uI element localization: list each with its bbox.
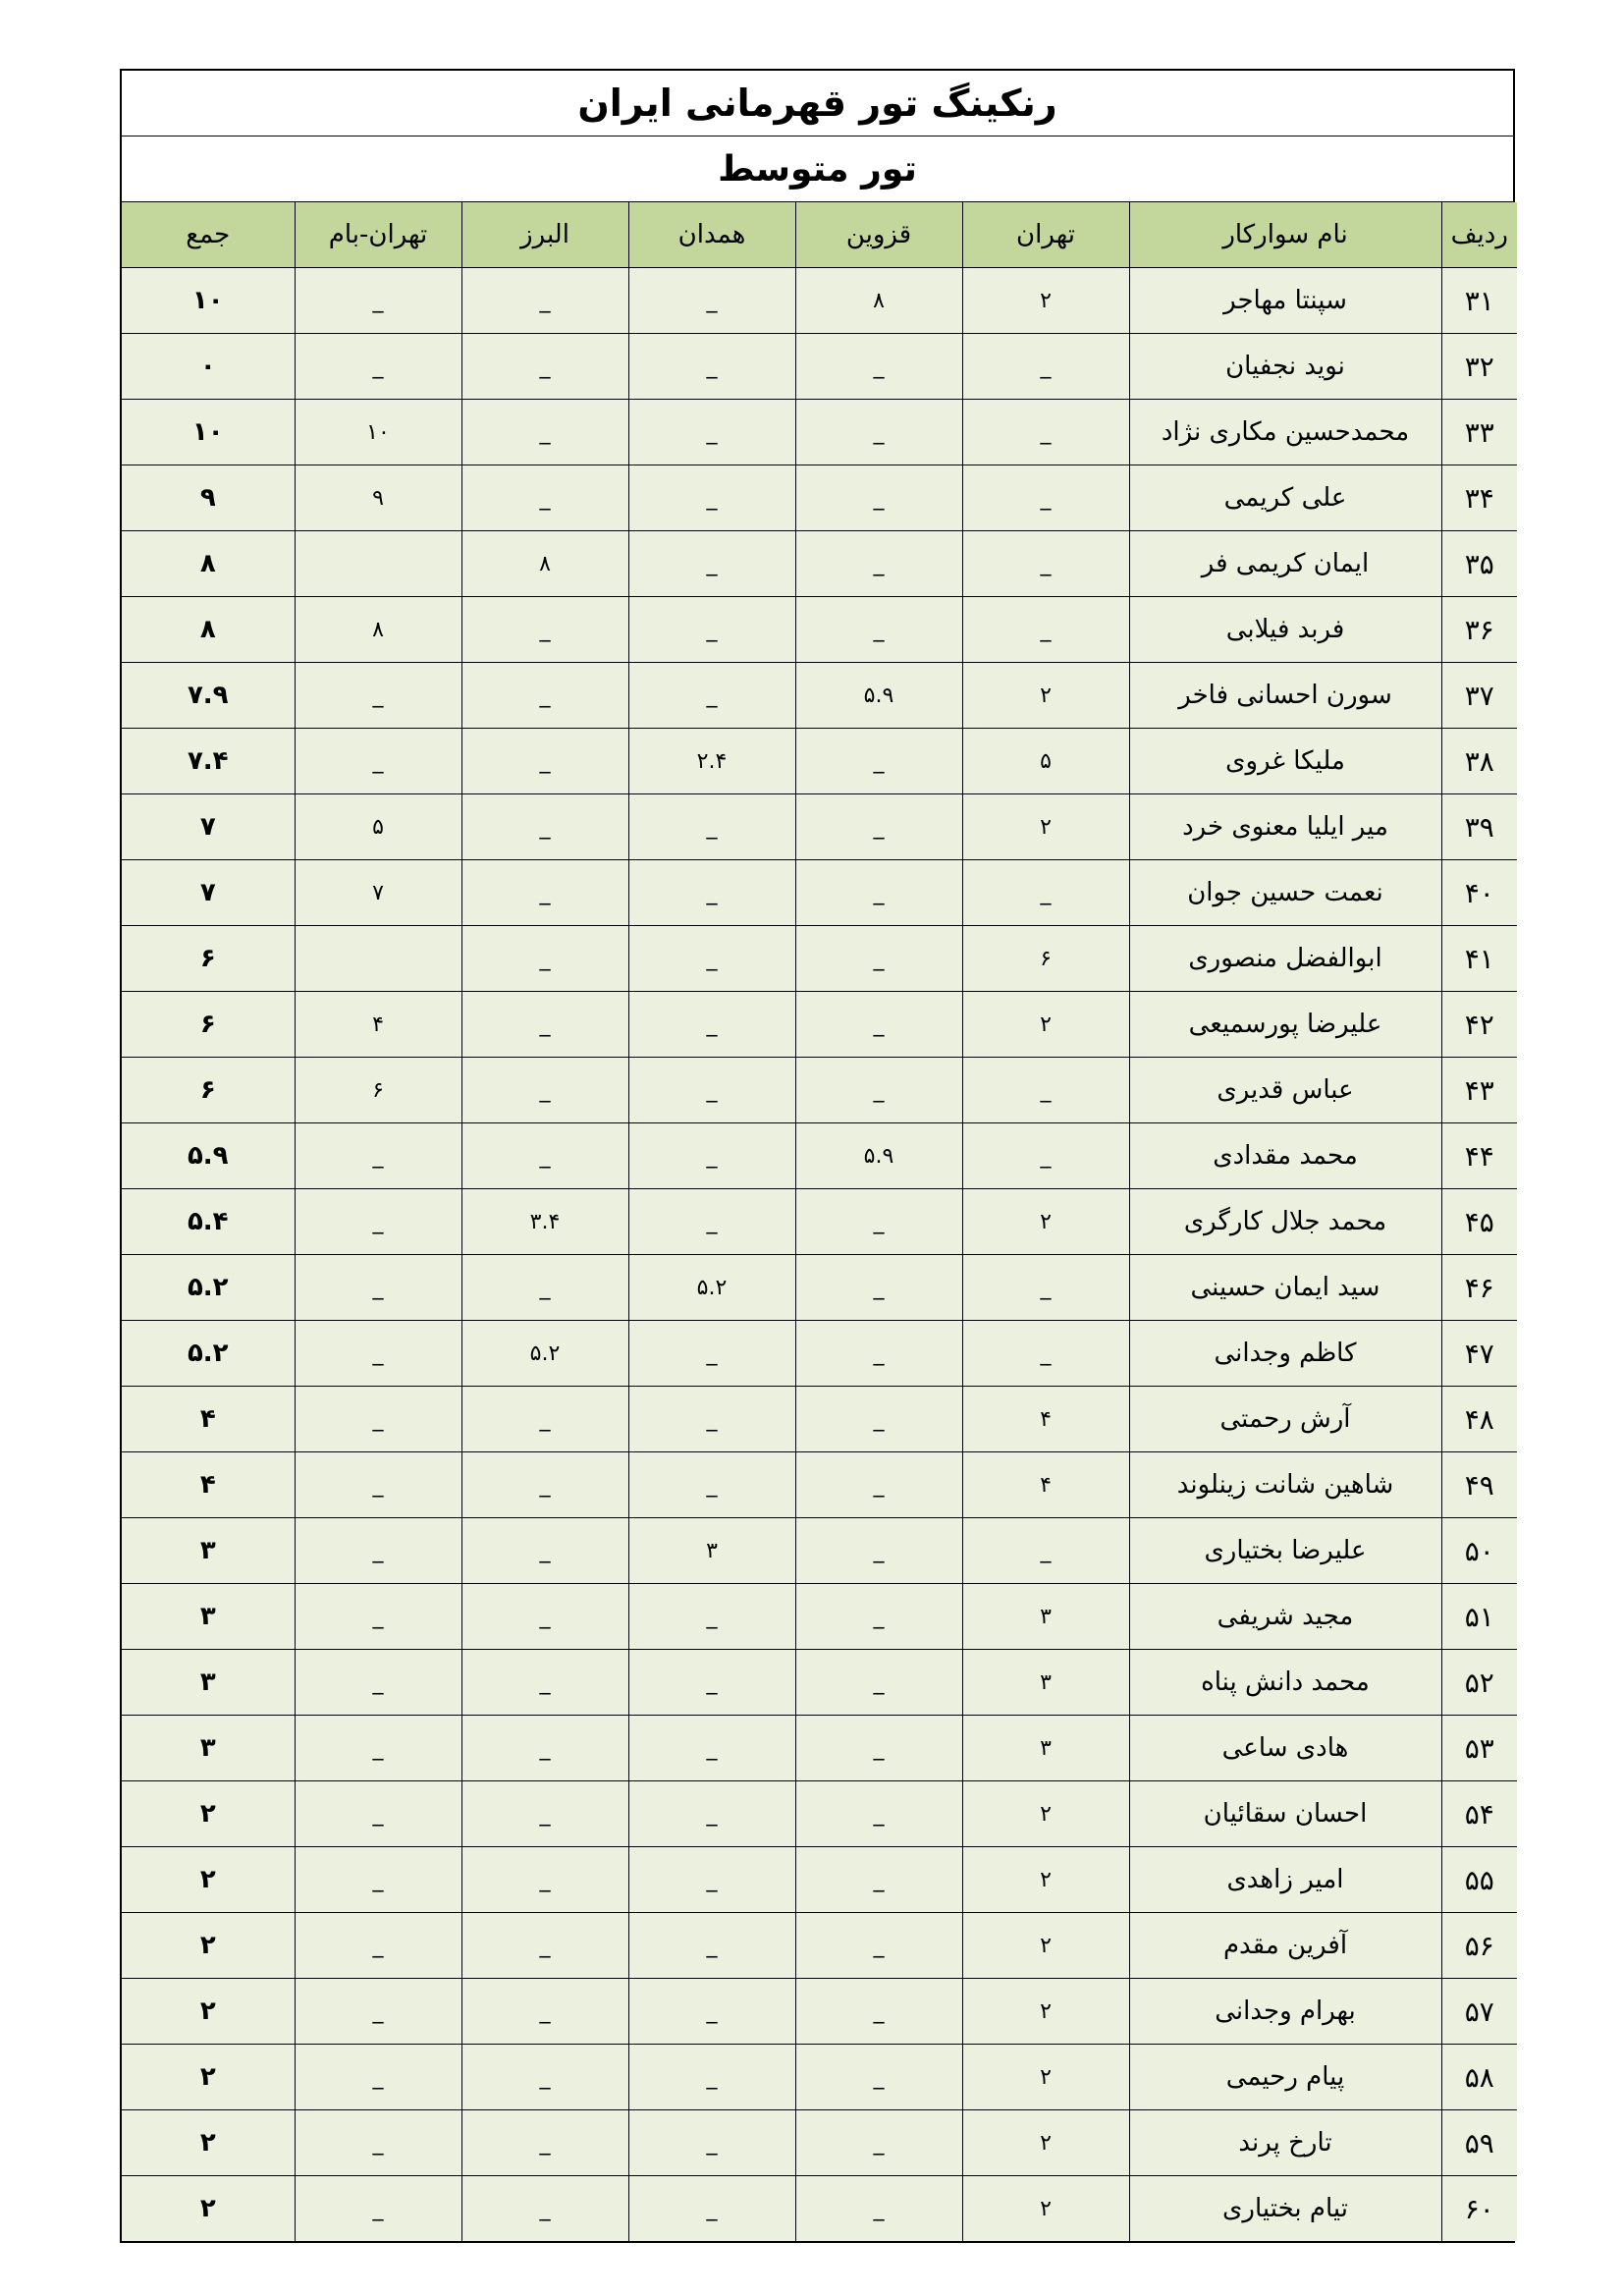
header-alborz: البرز	[461, 202, 628, 268]
cell-tehran-bam: ۱۰	[295, 400, 461, 465]
cell-rank: ۳۷	[1441, 663, 1517, 729]
table-row	[122, 663, 1517, 729]
cell-tehran-bam: _	[295, 1123, 461, 1189]
table-row	[122, 1518, 1517, 1584]
table-row	[122, 1913, 1517, 1979]
table-row	[122, 1584, 1517, 1650]
cell-total: ۶	[122, 1058, 295, 1123]
cell-hamedan: _	[628, 2045, 795, 2110]
cell-rider-name: پیام رحیمی	[1129, 2045, 1441, 2110]
header-tehran: تهران	[962, 202, 1129, 268]
cell-rider-name: ایمان کریمی فر	[1129, 531, 1441, 597]
cell-hamedan: _	[628, 860, 795, 926]
cell-tehran: ۲	[962, 1979, 1129, 2045]
cell-tehran-bam: _	[295, 1650, 461, 1716]
cell-rank: ۵۲	[1441, 1650, 1517, 1716]
cell-tehran-bam: _	[295, 1189, 461, 1255]
cell-tehran-bam: ۹	[295, 465, 461, 531]
cell-rank: ۳۸	[1441, 729, 1517, 794]
cell-rider-name: نوید نجفیان	[1129, 334, 1441, 400]
cell-hamedan: _	[628, 1847, 795, 1913]
cell-qazvin: _	[795, 1650, 962, 1716]
cell-qazvin: _	[795, 1518, 962, 1584]
cell-rank: ۴۸	[1441, 1387, 1517, 1452]
cell-tehran: ۲	[962, 1913, 1129, 1979]
cell-qazvin: ۸	[795, 268, 962, 334]
cell-rank: ۴۹	[1441, 1452, 1517, 1518]
table-row	[122, 1452, 1517, 1518]
cell-rider-name: مجید شریفی	[1129, 1584, 1441, 1650]
cell-hamedan: _	[628, 334, 795, 400]
cell-qazvin: _	[795, 860, 962, 926]
cell-total: ۵.۹	[122, 1123, 295, 1189]
cell-total: ۱۰	[122, 268, 295, 334]
cell-total: ۴	[122, 1452, 295, 1518]
cell-alborz: _	[461, 1255, 628, 1321]
cell-qazvin: _	[795, 597, 962, 663]
cell-tehran-bam: _	[295, 729, 461, 794]
header-tehran-bam: تهران-بام	[295, 202, 461, 268]
cell-qazvin: _	[795, 729, 962, 794]
table-row	[122, 1847, 1517, 1913]
header-qazvin: قزوین	[795, 202, 962, 268]
cell-qazvin: _	[795, 1979, 962, 2045]
cell-qazvin: _	[795, 1255, 962, 1321]
cell-alborz: _	[461, 400, 628, 465]
cell-alborz: _	[461, 926, 628, 992]
cell-alborz: _	[461, 1123, 628, 1189]
cell-qazvin: _	[795, 1058, 962, 1123]
cell-rider-name: فربد فیلابی	[1129, 597, 1441, 663]
cell-rider-name: آرش رحمتی	[1129, 1387, 1441, 1452]
cell-rank: ۵۶	[1441, 1913, 1517, 1979]
cell-hamedan: _	[628, 597, 795, 663]
cell-tehran-bam: _	[295, 2110, 461, 2176]
cell-hamedan: _	[628, 992, 795, 1058]
cell-hamedan: _	[628, 1913, 795, 1979]
cell-hamedan: _	[628, 1781, 795, 1847]
cell-total: ۹	[122, 465, 295, 531]
cell-alborz: _	[461, 2045, 628, 2110]
cell-total: ۲	[122, 2176, 295, 2242]
cell-rank: ۳۱	[1441, 268, 1517, 334]
cell-qazvin: _	[795, 1189, 962, 1255]
cell-qazvin: _	[795, 2176, 962, 2242]
cell-total: ۶	[122, 926, 295, 992]
cell-qazvin: _	[795, 2045, 962, 2110]
cell-tehran: _	[962, 1123, 1129, 1189]
cell-total: ۷	[122, 794, 295, 860]
cell-rider-name: تیام بختیاری	[1129, 2176, 1441, 2242]
cell-tehran: _	[962, 1058, 1129, 1123]
cell-rider-name: سپنتا مهاجر	[1129, 268, 1441, 334]
cell-alborz: _	[461, 1716, 628, 1781]
cell-total: ۷	[122, 860, 295, 926]
cell-rank: ۵۳	[1441, 1716, 1517, 1781]
cell-tehran-bam: ۴	[295, 992, 461, 1058]
cell-hamedan: _	[628, 1979, 795, 2045]
cell-tehran: ۲	[962, 1781, 1129, 1847]
page-title: رنکینگ تور قهرمانی ایران	[122, 71, 1513, 137]
cell-alborz: _	[461, 334, 628, 400]
cell-total: ۵.۴	[122, 1189, 295, 1255]
cell-qazvin: _	[795, 1321, 962, 1387]
cell-alborz: ۳.۴	[461, 1189, 628, 1255]
cell-tehran: ۲	[962, 2045, 1129, 2110]
cell-total: ۵.۲	[122, 1255, 295, 1321]
cell-tehran-bam: _	[295, 1321, 461, 1387]
cell-tehran: _	[962, 860, 1129, 926]
cell-hamedan: _	[628, 1387, 795, 1452]
cell-tehran: ۲	[962, 1189, 1129, 1255]
table-row	[122, 1255, 1517, 1321]
cell-alborz: _	[461, 1584, 628, 1650]
ranking-sheet	[120, 69, 1515, 2243]
cell-tehran-bam: _	[295, 1781, 461, 1847]
cell-rider-name: محمدحسین مکاری نژاد	[1129, 400, 1441, 465]
cell-hamedan: _	[628, 1584, 795, 1650]
cell-hamedan: _	[628, 663, 795, 729]
table-row	[122, 400, 1517, 465]
cell-hamedan: _	[628, 268, 795, 334]
cell-tehran-bam: _	[295, 334, 461, 400]
table-row	[122, 334, 1517, 400]
cell-total: ۱۰	[122, 400, 295, 465]
table-row	[122, 1058, 1517, 1123]
cell-qazvin: ۵.۹	[795, 1123, 962, 1189]
cell-rider-name: عباس قدیری	[1129, 1058, 1441, 1123]
cell-qazvin: _	[795, 2110, 962, 2176]
cell-alborz: _	[461, 2110, 628, 2176]
cell-rider-name: احسان سقائیان	[1129, 1781, 1441, 1847]
cell-alborz: _	[461, 465, 628, 531]
cell-total: ۳	[122, 1518, 295, 1584]
cell-tehran: ۲	[962, 2110, 1129, 2176]
table-row	[122, 1716, 1517, 1781]
cell-rank: ۳۳	[1441, 400, 1517, 465]
cell-tehran-bam: _	[295, 2045, 461, 2110]
cell-rider-name: نعمت حسین جوان	[1129, 860, 1441, 926]
cell-tehran: _	[962, 597, 1129, 663]
cell-hamedan: _	[628, 1123, 795, 1189]
cell-alborz: ۵.۲	[461, 1321, 628, 1387]
cell-hamedan: ۲.۴	[628, 729, 795, 794]
cell-rider-name: میر ایلیا معنوی خرد	[1129, 794, 1441, 860]
table-row	[122, 794, 1517, 860]
table-row	[122, 597, 1517, 663]
cell-tehran-bam: ۶	[295, 1058, 461, 1123]
table-row	[122, 926, 1517, 992]
header-total: جمع	[122, 202, 295, 268]
cell-rank: ۵۱	[1441, 1584, 1517, 1650]
cell-tehran-bam: ۷	[295, 860, 461, 926]
cell-alborz: _	[461, 597, 628, 663]
cell-rank: ۵۷	[1441, 1979, 1517, 2045]
cell-rider-name: علی کریمی	[1129, 465, 1441, 531]
table-row	[122, 1321, 1517, 1387]
cell-alborz: _	[461, 1913, 628, 1979]
cell-total: ۷.۴	[122, 729, 295, 794]
cell-rider-name: سید ایمان حسینی	[1129, 1255, 1441, 1321]
cell-alborz: _	[461, 1979, 628, 2045]
cell-rider-name: محمد دانش پناه	[1129, 1650, 1441, 1716]
cell-rider-name: بهرام وجدانی	[1129, 1979, 1441, 2045]
cell-tehran: ۲	[962, 1847, 1129, 1913]
table-row	[122, 465, 1517, 531]
table-row	[122, 1387, 1517, 1452]
cell-tehran: ۴	[962, 1387, 1129, 1452]
cell-qazvin: _	[795, 1452, 962, 1518]
cell-qazvin: _	[795, 334, 962, 400]
cell-rank: ۴۰	[1441, 860, 1517, 926]
cell-alborz: _	[461, 268, 628, 334]
cell-rider-name: علیرضا پورسمیعی	[1129, 992, 1441, 1058]
cell-tehran-bam: _	[295, 1913, 461, 1979]
cell-rank: ۴۵	[1441, 1189, 1517, 1255]
cell-tehran: ۳	[962, 1716, 1129, 1781]
cell-hamedan: _	[628, 1189, 795, 1255]
cell-hamedan: _	[628, 926, 795, 992]
cell-total: ۳	[122, 1650, 295, 1716]
cell-rank: ۶۰	[1441, 2176, 1517, 2242]
cell-alborz: _	[461, 1650, 628, 1716]
cell-hamedan: _	[628, 465, 795, 531]
cell-tehran: ۶	[962, 926, 1129, 992]
ranking-table	[122, 202, 1517, 2241]
cell-qazvin: _	[795, 465, 962, 531]
cell-rider-name: هادی ساعی	[1129, 1716, 1441, 1781]
cell-alborz: ۸	[461, 531, 628, 597]
table-row	[122, 531, 1517, 597]
cell-qazvin: ۵.۹	[795, 663, 962, 729]
header-rank: ردیف	[1441, 202, 1517, 268]
table-row	[122, 2045, 1517, 2110]
cell-tehran: _	[962, 1255, 1129, 1321]
cell-tehran-bam: _	[295, 1518, 461, 1584]
cell-hamedan: _	[628, 531, 795, 597]
cell-rank: ۵۹	[1441, 2110, 1517, 2176]
cell-total: ۳	[122, 1716, 295, 1781]
cell-qazvin: _	[795, 1387, 962, 1452]
cell-total: ۷.۹	[122, 663, 295, 729]
cell-rank: ۳۶	[1441, 597, 1517, 663]
table-row	[122, 1979, 1517, 2045]
table-row	[122, 860, 1517, 926]
cell-tehran-bam	[295, 531, 461, 597]
cell-alborz: _	[461, 1452, 628, 1518]
cell-tehran-bam: ۸	[295, 597, 461, 663]
cell-tehran: _	[962, 465, 1129, 531]
cell-rider-name: ملیکا غروی	[1129, 729, 1441, 794]
cell-qazvin: _	[795, 992, 962, 1058]
cell-total: ۲	[122, 1913, 295, 1979]
cell-rank: ۳۵	[1441, 531, 1517, 597]
cell-alborz: _	[461, 1387, 628, 1452]
cell-hamedan: ۵.۲	[628, 1255, 795, 1321]
table-row	[122, 1189, 1517, 1255]
table-row	[122, 2176, 1517, 2242]
cell-total: ۲	[122, 2110, 295, 2176]
cell-tehran: _	[962, 334, 1129, 400]
cell-total: ۵.۲	[122, 1321, 295, 1387]
cell-qazvin: _	[795, 1584, 962, 1650]
cell-total: ۳	[122, 1584, 295, 1650]
cell-tehran-bam: _	[295, 1847, 461, 1913]
cell-alborz: _	[461, 860, 628, 926]
cell-rank: ۵۵	[1441, 1847, 1517, 1913]
cell-hamedan: _	[628, 1058, 795, 1123]
cell-alborz: _	[461, 794, 628, 860]
cell-tehran: _	[962, 531, 1129, 597]
table-row	[122, 1123, 1517, 1189]
cell-rank: ۳۲	[1441, 334, 1517, 400]
cell-tehran-bam: _	[295, 268, 461, 334]
cell-hamedan: _	[628, 1716, 795, 1781]
cell-alborz: _	[461, 1518, 628, 1584]
table-body	[122, 268, 1517, 2242]
cell-alborz: _	[461, 992, 628, 1058]
cell-rider-name: شاهین شانت زینلوند	[1129, 1452, 1441, 1518]
cell-rank: ۴۶	[1441, 1255, 1517, 1321]
cell-hamedan: _	[628, 1321, 795, 1387]
cell-qazvin: _	[795, 794, 962, 860]
cell-tehran: ۲	[962, 794, 1129, 860]
cell-alborz: _	[461, 1847, 628, 1913]
cell-tehran: _	[962, 1518, 1129, 1584]
cell-qazvin: _	[795, 1781, 962, 1847]
cell-rider-name: آفرین مقدم	[1129, 1913, 1441, 1979]
cell-tehran: ۲	[962, 992, 1129, 1058]
table-row	[122, 1781, 1517, 1847]
cell-rank: ۳۴	[1441, 465, 1517, 531]
cell-tehran-bam: _	[295, 1387, 461, 1452]
cell-total: ۰	[122, 334, 295, 400]
cell-tehran-bam: _	[295, 663, 461, 729]
cell-qazvin: _	[795, 531, 962, 597]
cell-rank: ۴۳	[1441, 1058, 1517, 1123]
cell-hamedan: _	[628, 1452, 795, 1518]
cell-rank: ۴۴	[1441, 1123, 1517, 1189]
cell-tehran-bam	[295, 926, 461, 992]
cell-alborz: _	[461, 729, 628, 794]
cell-total: ۸	[122, 597, 295, 663]
cell-rank: ۵۸	[1441, 2045, 1517, 2110]
cell-hamedan: _	[628, 794, 795, 860]
cell-rank: ۴۱	[1441, 926, 1517, 992]
cell-total: ۸	[122, 531, 295, 597]
cell-tehran-bam: _	[295, 1255, 461, 1321]
cell-rank: ۵۰	[1441, 1518, 1517, 1584]
cell-tehran: ۳	[962, 1584, 1129, 1650]
header-name: نام سوارکار	[1129, 202, 1441, 268]
cell-hamedan: _	[628, 2176, 795, 2242]
cell-tehran: ۲	[962, 268, 1129, 334]
cell-hamedan: _	[628, 2110, 795, 2176]
cell-hamedan: _	[628, 400, 795, 465]
cell-qazvin: _	[795, 400, 962, 465]
cell-rank: ۳۹	[1441, 794, 1517, 860]
cell-rider-name: ابوالفضل منصوری	[1129, 926, 1441, 992]
table-row	[122, 2110, 1517, 2176]
cell-qazvin: _	[795, 1716, 962, 1781]
header-row	[122, 202, 1517, 268]
cell-tehran-bam: ۵	[295, 794, 461, 860]
cell-tehran: _	[962, 1321, 1129, 1387]
cell-qazvin: _	[795, 1847, 962, 1913]
cell-rank: ۴۲	[1441, 992, 1517, 1058]
cell-total: ۶	[122, 992, 295, 1058]
cell-total: ۴	[122, 1387, 295, 1452]
cell-tehran: ۳	[962, 1650, 1129, 1716]
cell-tehran: _	[962, 400, 1129, 465]
table-row	[122, 268, 1517, 334]
cell-alborz: _	[461, 1058, 628, 1123]
cell-tehran: ۴	[962, 1452, 1129, 1518]
cell-rider-name: محمد جلال کارگری	[1129, 1189, 1441, 1255]
cell-alborz: _	[461, 663, 628, 729]
cell-tehran-bam: _	[295, 1584, 461, 1650]
cell-tehran: ۲	[962, 2176, 1129, 2242]
cell-total: ۲	[122, 2045, 295, 2110]
cell-tehran-bam: _	[295, 1979, 461, 2045]
cell-alborz: _	[461, 1781, 628, 1847]
table-row	[122, 992, 1517, 1058]
cell-tehran: ۲	[962, 663, 1129, 729]
cell-rider-name: علیرضا بختیاری	[1129, 1518, 1441, 1584]
cell-rider-name: تارخ پرند	[1129, 2110, 1441, 2176]
cell-qazvin: _	[795, 926, 962, 992]
cell-rider-name: امیر زاهدی	[1129, 1847, 1441, 1913]
cell-rank: ۵۴	[1441, 1781, 1517, 1847]
cell-total: ۲	[122, 1781, 295, 1847]
cell-rider-name: سورن احسانی فاخر	[1129, 663, 1441, 729]
cell-rider-name: کاظم وجدانی	[1129, 1321, 1441, 1387]
cell-tehran-bam: _	[295, 2176, 461, 2242]
cell-tehran: ۵	[962, 729, 1129, 794]
table-row	[122, 1650, 1517, 1716]
cell-tehran-bam: _	[295, 1716, 461, 1781]
cell-hamedan: _	[628, 1650, 795, 1716]
cell-alborz: _	[461, 2176, 628, 2242]
cell-tehran-bam: _	[295, 1452, 461, 1518]
table-row	[122, 729, 1517, 794]
cell-qazvin: _	[795, 1913, 962, 1979]
cell-rider-name: محمد مقدادی	[1129, 1123, 1441, 1189]
cell-hamedan: ۳	[628, 1518, 795, 1584]
cell-rank: ۴۷	[1441, 1321, 1517, 1387]
header-hamedan: همدان	[628, 202, 795, 268]
page-subtitle: تور متوسط	[122, 137, 1513, 202]
cell-total: ۲	[122, 1979, 295, 2045]
cell-total: ۲	[122, 1847, 295, 1913]
